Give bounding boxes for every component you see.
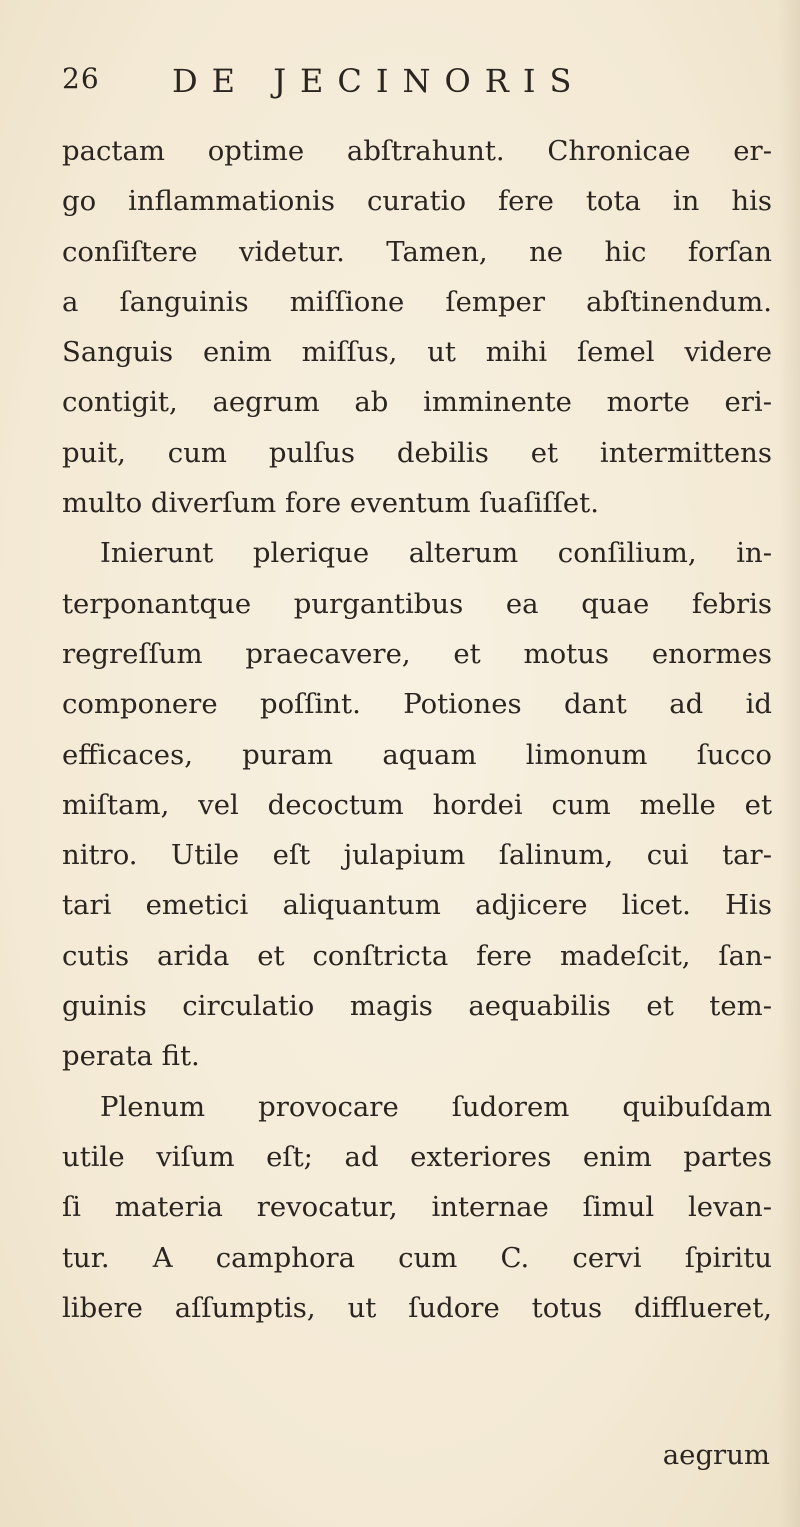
text-line: nitro. Utile eſt julapium ſalinum, cui tar- (62, 839, 772, 872)
text-line: efficaces, puram aquam limonum ſucco (62, 738, 772, 771)
body-text (62, 126, 772, 1333)
catchword: aegrum (662, 1439, 770, 1471)
text-line: puit, cum pulſus debilis et intermittens (62, 436, 772, 469)
text-line: terponantque purgantibus ea quae febris (62, 587, 772, 620)
text-line: contigit, aegrum ab imminente morte eri- (62, 386, 772, 419)
text-line: regreſſum praecavere, et motus enormes (62, 637, 772, 670)
running-head (62, 62, 762, 112)
text-line: Plenum provocare ſudorem quibuſdam (100, 1090, 772, 1123)
text-line: ſi materia revocatur, internae ſimul levan- (62, 1191, 772, 1224)
text-line: guinis circulatio magis aequabilis et tem- (62, 990, 772, 1023)
running-title: DE JECINORIS (172, 62, 586, 100)
text-line: conſiſtere videtur. Tamen, ne hic forſan (62, 235, 772, 268)
text-line: libere aſſumptis, ut ſudore totus difflueret, (62, 1291, 772, 1324)
text-line: multo diverſum fore eventum ſuaſiſſet. (62, 487, 599, 520)
text-line: tur. A camphora cum C. cervi ſpiritu (62, 1241, 772, 1274)
text-line: perata fit. (62, 1040, 200, 1073)
text-line: a ſanguinis miſſione ſemper abſtinendum. (62, 285, 772, 318)
page-edge-shadow (778, 0, 800, 1527)
text-line: cutis arida et conſtricta fere madeſcit, ſan- (62, 939, 772, 972)
text-line: miſtam, vel decoctum hordei cum melle et (62, 788, 772, 821)
text-line: Sanguis enim miſſus, ut mihi ſemel videre (62, 336, 772, 369)
text-line: go inflammationis curatio fere tota in his (62, 185, 772, 218)
text-line: utile viſum eſt; ad exteriores enim partes (62, 1140, 772, 1173)
page-number: 26 (62, 62, 100, 95)
text-line: componere poſſint. Potiones dant ad id (62, 688, 772, 721)
text-line: pactam optime abſtrahunt. Chronicae er- (62, 135, 772, 167)
text-line: tari emetici aliquantum adjicere licet. His (62, 889, 772, 922)
text-line: Inierunt plerique alterum conſilium, in- (100, 537, 772, 570)
